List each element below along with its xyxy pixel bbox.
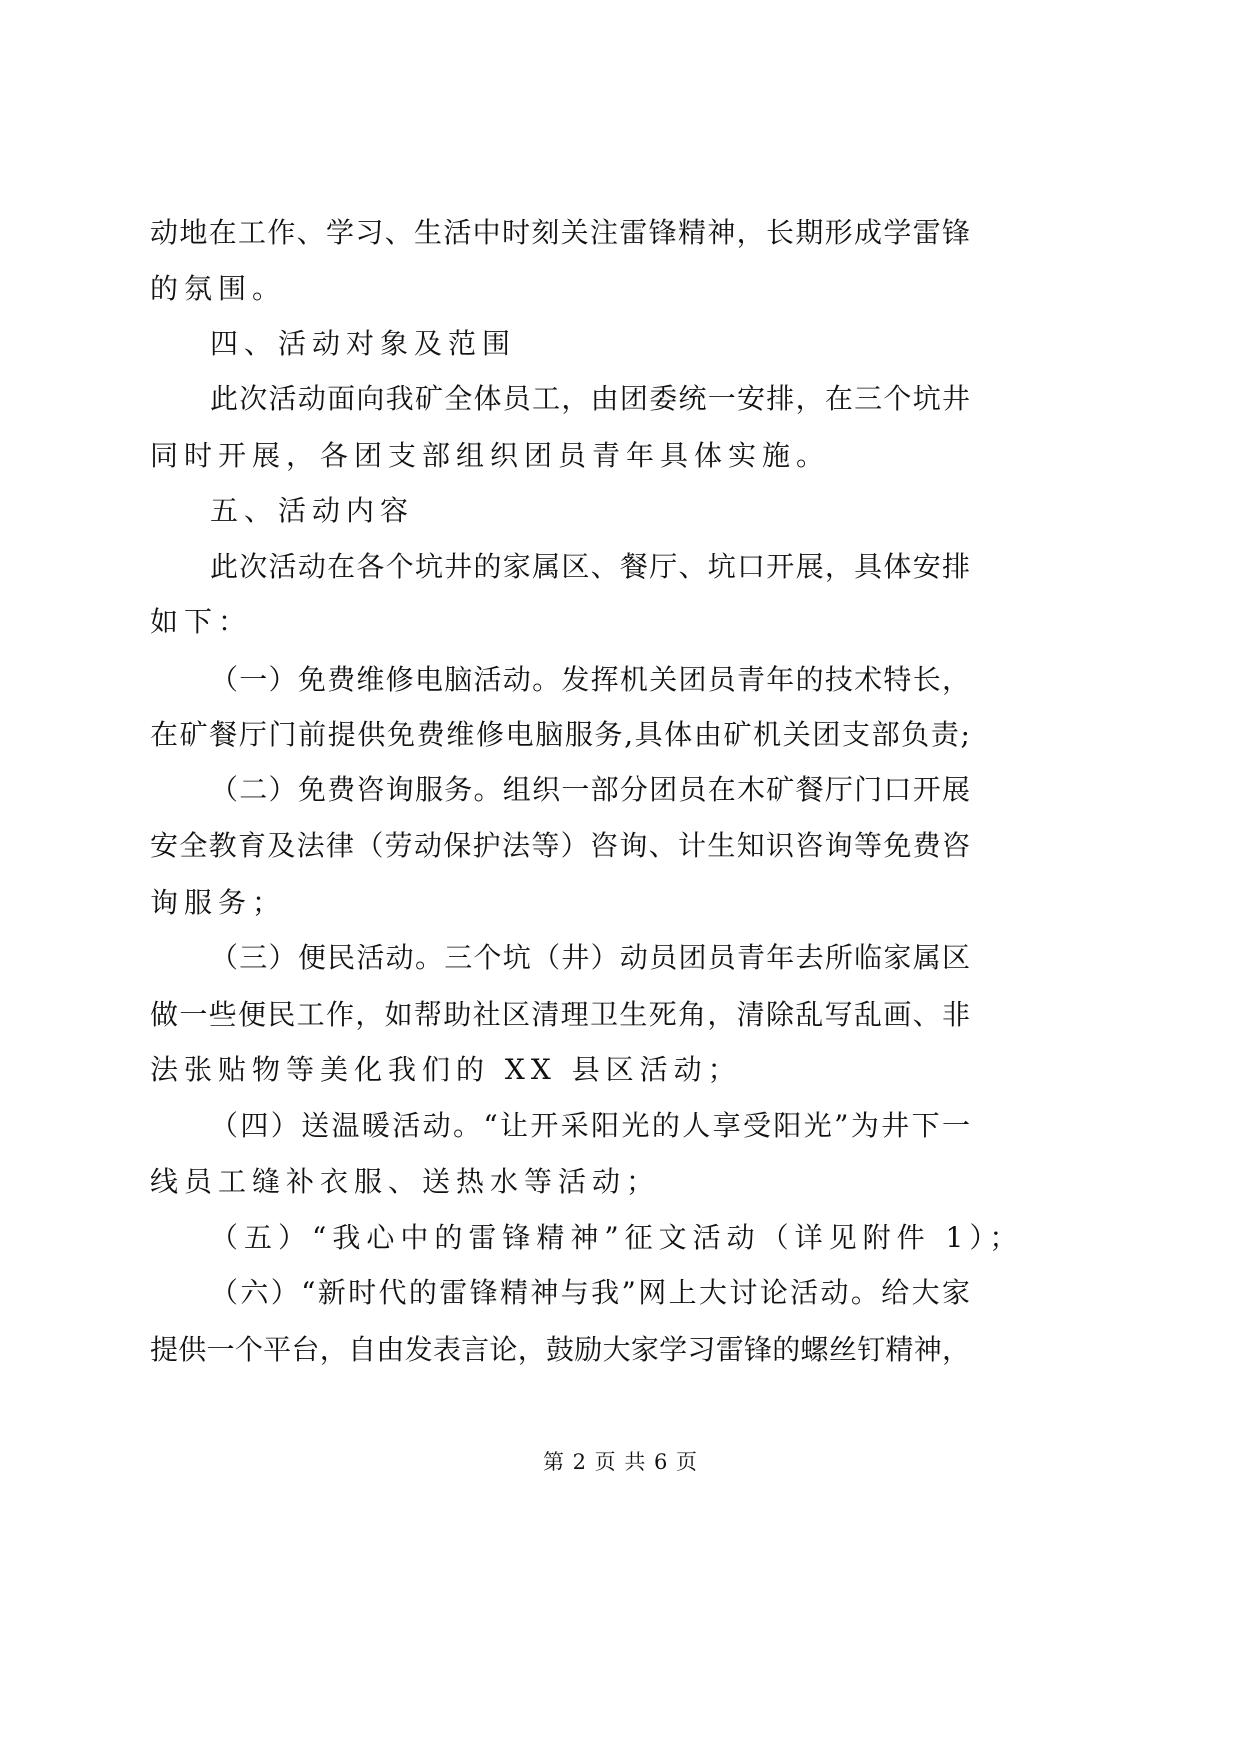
list-item-text: 提供一个平台，自由发表言论，鼓励大家学习雷锋的螺丝钉精神，	[150, 1333, 970, 1366]
list-item-text: （三）便民活动。三个坑（井）动员团员青年去所临家属区	[210, 941, 970, 974]
list-item-text: 线员工缝补衣服、送热水等活动；	[150, 1165, 661, 1198]
body-text-line: 此次活动在各个坑井的家属区、餐厅、坑口开展，具体安排	[210, 550, 970, 583]
list-item-text: 法张贴物等美化我们的 XX 县区活动；	[150, 1053, 742, 1086]
list-item-text: 在矿餐厅门前提供免费维修电脑服务,具体由矿机关团支部负责;	[150, 718, 970, 751]
body-text-line: 动地在工作、学习、生活中时刻关注雷锋精神，长期形成学雷锋	[150, 216, 970, 249]
list-item-text: 安全教育及法律（劳动保护法等）咨询、计生知识咨询等免费咨	[150, 829, 970, 862]
list-item-text: （二）免费咨询服务。组织一部分团员在木矿餐厅门口开展	[210, 773, 970, 806]
section-heading: 四、活动对象及范围	[210, 327, 517, 360]
list-item-text: 做一些便民工作，如帮助社区清理卫生死角，清除乱写乱画、非	[150, 998, 970, 1031]
list-item-text: （六）“新时代的雷锋精神与我”网上大讨论活动。给大家	[210, 1276, 970, 1309]
section-heading: 五、活动内容	[210, 494, 415, 527]
page-footer: 第 2 页 共 6 页	[542, 1450, 699, 1474]
body-text-line: 的氛围。	[150, 272, 287, 305]
body-text-line: 如下：	[150, 605, 253, 638]
body-text-line: 此次活动面向我矿全体员工，由团委统一安排，在三个坑井	[210, 382, 970, 415]
list-item-text: 询服务；	[150, 886, 287, 919]
list-item-text: （五）“我心中的雷锋精神”征文活动（详见附件 1）；	[210, 1221, 1024, 1254]
list-item-text: （四）送温暖活动。“让开采阳光的人享受阳光”为井下一	[210, 1109, 970, 1142]
body-text-line: 同时开展，各团支部组织团员青年具体实施。	[150, 439, 831, 472]
list-item-text: （一）免费维修电脑活动。发挥机关团员青年的技术特长，	[210, 663, 970, 696]
